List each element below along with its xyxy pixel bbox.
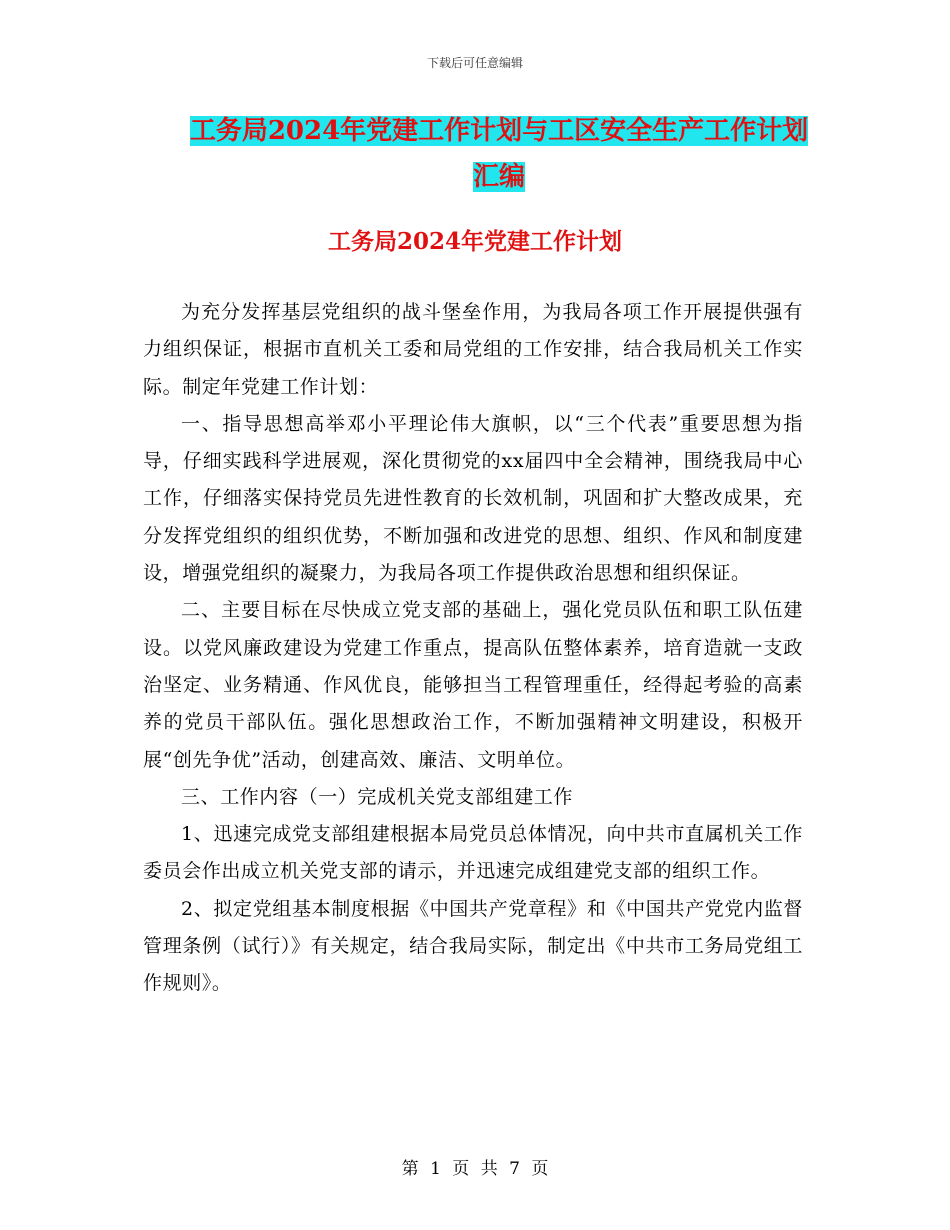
- paragraph-work-content: 三、工作内容（一）完成机关党支部组建工作: [181, 785, 574, 808]
- page-footer: 第 1 页 共 7 页: [401, 1159, 549, 1179]
- section-title: 工务局2024年党建工作计划: [327, 228, 622, 255]
- paragraph-item-2: 2、拟定党组基本制度根据《中国共产党章程》和《中国共产党党内监督管理条例（试行）》有关规定，结合我局实际，制定出《中共市工务局党组工作规则》。: [143, 897, 803, 995]
- document-title-line-2: 汇编: [472, 162, 525, 192]
- paragraph-item-1: 1、迅速完成党支部组建根据本局党员总体情况，向中共市直属机关工作委员会作出成立机关党支部的请示，并迅速完成组建党支部的组织工作。: [143, 823, 803, 883]
- document-title-line-1: 工务局2024年党建工作计划与工区安全生产工作计划: [189, 116, 809, 146]
- body-text: [143, 294, 803, 1003]
- paragraph-guiding-ideology: 一、指导思想高举邓小平理论伟大旗帜，以“三个代表”重要思想为指导，仔细实践科学进展观，深化贯彻党的xx届四中全会精神，围绕我局中心工作，仔细落实保持党员先进性教育的长效机制，巩固和扩大整改成果，充分发挥党组织的组织优势，不断加强和改进党的思想、组织、作风和制度建设，增强党组织的凝聚力，为我局各项工作提供政治思想和组织保证。: [143, 412, 803, 585]
- header-note: 下载后可任意编辑: [426, 56, 523, 70]
- document-title: [188, 108, 810, 200]
- paragraph-main-goals: 二、主要目标在尽快成立党支部的基础上，强化党员队伍和职工队伍建设。以党风廉政建设为党建工作重点，提高队伍整体素养，培育造就一支政治坚定、业务精通、作风优良，能够担当工程管理重任，经得起考验的高素养的党员干部队伍。强化思想政治工作，不断加强精神文明建设，积极开展“创先争优”活动，创建高效、廉洁、文明单位。: [143, 599, 803, 771]
- paragraph-intro: 为充分发挥基层党组织的战斗堡垒作用，为我局各项工作开展提供强有力组织保证，根据市直机关工委和局党组的工作安排，结合我局机关工作实际。制定年党建工作计划：: [143, 301, 803, 398]
